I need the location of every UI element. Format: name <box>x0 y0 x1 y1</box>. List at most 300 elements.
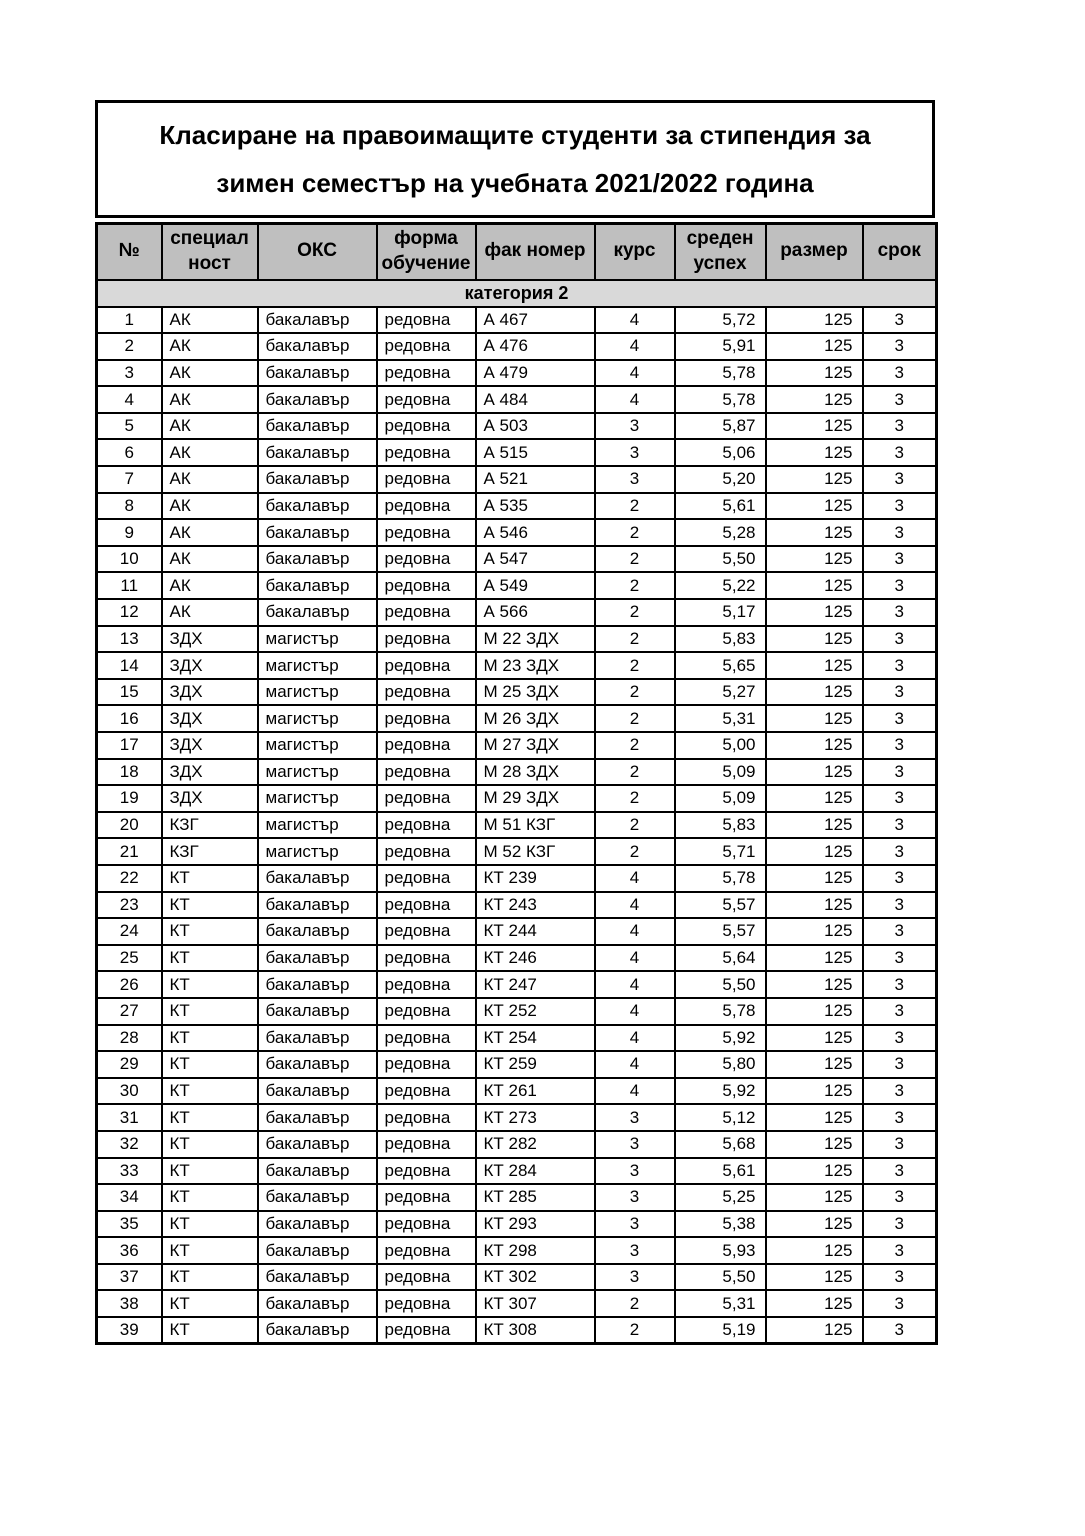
cell-term: 3 <box>863 1184 937 1211</box>
cell-study-form: редовна <box>377 759 476 786</box>
col-header-fac-number: фак номер <box>476 224 595 280</box>
table-row <box>97 838 937 865</box>
cell-gpa: 5,27 <box>675 679 766 706</box>
document-title-box <box>95 100 935 218</box>
cell-study-form: редовна <box>377 1051 476 1078</box>
table-row <box>97 1158 937 1185</box>
cell-study-form: редовна <box>377 1264 476 1291</box>
cell-amount: 125 <box>766 998 863 1025</box>
cell-study-form: редовна <box>377 1078 476 1105</box>
cell-study-form: редовна <box>377 626 476 653</box>
table-row <box>97 705 937 732</box>
table-row <box>97 1290 937 1317</box>
cell-term: 3 <box>863 1158 937 1185</box>
cell-gpa: 5,57 <box>675 918 766 945</box>
cell-number: 35 <box>97 1211 162 1238</box>
cell-specialty: КТ <box>162 1158 258 1185</box>
cell-oks: бакалавър <box>258 1237 377 1264</box>
cell-number: 24 <box>97 918 162 945</box>
cell-gpa: 5,92 <box>675 1078 766 1105</box>
cell-study-form: редовна <box>377 838 476 865</box>
cell-gpa: 5,22 <box>675 572 766 599</box>
table-row <box>97 599 937 626</box>
cell-specialty: АК <box>162 386 258 413</box>
cell-oks: магистър <box>258 626 377 653</box>
cell-course: 3 <box>595 1211 675 1238</box>
cell-specialty: КТ <box>162 918 258 945</box>
cell-study-form: редовна <box>377 892 476 919</box>
cell-number: 23 <box>97 892 162 919</box>
cell-study-form: редовна <box>377 466 476 493</box>
table-row <box>97 519 937 546</box>
cell-fac-number: КТ 247 <box>476 971 595 998</box>
cell-course: 4 <box>595 998 675 1025</box>
cell-term: 3 <box>863 519 937 546</box>
cell-term: 3 <box>863 705 937 732</box>
cell-number: 7 <box>97 466 162 493</box>
cell-study-form: редовна <box>377 865 476 892</box>
table-row <box>97 918 937 945</box>
table-row <box>97 626 937 653</box>
table-row <box>97 759 937 786</box>
cell-number: 2 <box>97 333 162 360</box>
cell-number: 11 <box>97 572 162 599</box>
cell-term: 3 <box>863 360 937 387</box>
cell-gpa: 5,64 <box>675 945 766 972</box>
cell-term: 3 <box>863 785 937 812</box>
cell-specialty: КЗГ <box>162 812 258 839</box>
cell-specialty: АК <box>162 599 258 626</box>
col-header-specialty: специал ност <box>162 224 258 280</box>
cell-specialty: КТ <box>162 1184 258 1211</box>
cell-amount: 125 <box>766 1051 863 1078</box>
cell-amount: 125 <box>766 1078 863 1105</box>
cell-gpa: 5,68 <box>675 1131 766 1158</box>
cell-course: 3 <box>595 1158 675 1185</box>
cell-study-form: редовна <box>377 1317 476 1344</box>
cell-number: 18 <box>97 759 162 786</box>
cell-term: 3 <box>863 413 937 440</box>
cell-gpa: 5,20 <box>675 466 766 493</box>
cell-course: 3 <box>595 1237 675 1264</box>
cell-gpa: 5,61 <box>675 493 766 520</box>
cell-amount: 125 <box>766 705 863 732</box>
table-row <box>97 1237 937 1264</box>
table-body <box>97 307 937 1344</box>
cell-gpa: 5,83 <box>675 626 766 653</box>
cell-specialty: КТ <box>162 1104 258 1131</box>
cell-specialty: ЗДХ <box>162 732 258 759</box>
cell-term: 3 <box>863 626 937 653</box>
cell-number: 38 <box>97 1290 162 1317</box>
cell-fac-number: А 547 <box>476 546 595 573</box>
cell-oks: бакалавър <box>258 1184 377 1211</box>
cell-oks: бакалавър <box>258 386 377 413</box>
cell-study-form: редовна <box>377 1131 476 1158</box>
cell-oks: бакалавър <box>258 1104 377 1131</box>
cell-amount: 125 <box>766 466 863 493</box>
cell-number: 20 <box>97 812 162 839</box>
cell-course: 2 <box>595 785 675 812</box>
cell-course: 4 <box>595 1025 675 1052</box>
cell-gpa: 5,65 <box>675 652 766 679</box>
cell-course: 3 <box>595 1264 675 1291</box>
cell-oks: магистър <box>258 838 377 865</box>
cell-gpa: 5,28 <box>675 519 766 546</box>
cell-amount: 125 <box>766 1131 863 1158</box>
cell-number: 14 <box>97 652 162 679</box>
cell-gpa: 5,50 <box>675 546 766 573</box>
cell-number: 8 <box>97 493 162 520</box>
cell-number: 27 <box>97 998 162 1025</box>
cell-fac-number: КТ 308 <box>476 1317 595 1344</box>
cell-amount: 125 <box>766 572 863 599</box>
cell-fac-number: А 535 <box>476 493 595 520</box>
cell-gpa: 5,78 <box>675 360 766 387</box>
cell-study-form: редовна <box>377 546 476 573</box>
cell-amount: 125 <box>766 626 863 653</box>
table-row <box>97 812 937 839</box>
cell-term: 3 <box>863 838 937 865</box>
cell-fac-number: А 467 <box>476 307 595 334</box>
cell-specialty: АК <box>162 519 258 546</box>
cell-fac-number: КТ 302 <box>476 1264 595 1291</box>
cell-term: 3 <box>863 732 937 759</box>
cell-gpa: 5,83 <box>675 812 766 839</box>
cell-specialty: КТ <box>162 1211 258 1238</box>
cell-term: 3 <box>863 679 937 706</box>
col-header-gpa: среден успех <box>675 224 766 280</box>
cell-fac-number: А 503 <box>476 413 595 440</box>
cell-study-form: редовна <box>377 1158 476 1185</box>
cell-number: 26 <box>97 971 162 998</box>
cell-oks: бакалавър <box>258 918 377 945</box>
cell-number: 9 <box>97 519 162 546</box>
cell-term: 3 <box>863 1290 937 1317</box>
cell-study-form: редовна <box>377 1211 476 1238</box>
cell-term: 3 <box>863 918 937 945</box>
cell-course: 2 <box>595 759 675 786</box>
cell-course: 4 <box>595 971 675 998</box>
cell-study-form: редовна <box>377 1025 476 1052</box>
cell-gpa: 5,92 <box>675 1025 766 1052</box>
cell-study-form: редовна <box>377 386 476 413</box>
cell-course: 2 <box>595 599 675 626</box>
cell-fac-number: КТ 298 <box>476 1237 595 1264</box>
table-row <box>97 1317 937 1344</box>
col-header-term: срок <box>863 224 937 280</box>
cell-term: 3 <box>863 652 937 679</box>
cell-number: 4 <box>97 386 162 413</box>
cell-term: 3 <box>863 1211 937 1238</box>
cell-gpa: 5,87 <box>675 413 766 440</box>
cell-course: 2 <box>595 546 675 573</box>
cell-specialty: КТ <box>162 1051 258 1078</box>
cell-amount: 125 <box>766 493 863 520</box>
table-row <box>97 1211 937 1238</box>
cell-specialty: АК <box>162 413 258 440</box>
cell-specialty: КТ <box>162 1264 258 1291</box>
cell-fac-number: КТ 243 <box>476 892 595 919</box>
cell-term: 3 <box>863 1025 937 1052</box>
cell-oks: магистър <box>258 812 377 839</box>
cell-oks: бакалавър <box>258 1211 377 1238</box>
cell-fac-number: КТ 282 <box>476 1131 595 1158</box>
cell-number: 15 <box>97 679 162 706</box>
cell-specialty: ЗДХ <box>162 652 258 679</box>
cell-oks: бакалавър <box>258 1051 377 1078</box>
cell-fac-number: КТ 284 <box>476 1158 595 1185</box>
cell-term: 3 <box>863 892 937 919</box>
cell-study-form: редовна <box>377 1184 476 1211</box>
cell-gpa: 5,71 <box>675 838 766 865</box>
cell-amount: 125 <box>766 652 863 679</box>
cell-specialty: АК <box>162 439 258 466</box>
cell-fac-number: А 521 <box>476 466 595 493</box>
cell-study-form: редовна <box>377 439 476 466</box>
cell-term: 3 <box>863 572 937 599</box>
table-row <box>97 865 937 892</box>
cell-course: 3 <box>595 466 675 493</box>
cell-course: 2 <box>595 1290 675 1317</box>
cell-course: 2 <box>595 626 675 653</box>
cell-oks: бакалавър <box>258 1158 377 1185</box>
cell-study-form: редовна <box>377 333 476 360</box>
cell-oks: бакалавър <box>258 546 377 573</box>
cell-study-form: редовна <box>377 1237 476 1264</box>
cell-amount: 125 <box>766 1317 863 1344</box>
category-label: категория 2 <box>97 280 937 307</box>
cell-gpa: 5,93 <box>675 1237 766 1264</box>
cell-fac-number: КТ 259 <box>476 1051 595 1078</box>
cell-gpa: 5,31 <box>675 705 766 732</box>
col-header-amount: размер <box>766 224 863 280</box>
cell-term: 3 <box>863 971 937 998</box>
cell-gpa: 5,78 <box>675 865 766 892</box>
table-row <box>97 1131 937 1158</box>
cell-term: 3 <box>863 998 937 1025</box>
cell-fac-number: М 28 ЗДХ <box>476 759 595 786</box>
cell-gpa: 5,61 <box>675 1158 766 1185</box>
cell-amount: 125 <box>766 838 863 865</box>
cell-amount: 125 <box>766 413 863 440</box>
cell-amount: 125 <box>766 307 863 334</box>
cell-amount: 125 <box>766 1290 863 1317</box>
cell-oks: бакалавър <box>258 945 377 972</box>
cell-study-form: редовна <box>377 679 476 706</box>
cell-number: 28 <box>97 1025 162 1052</box>
cell-gpa: 5,72 <box>675 307 766 334</box>
cell-study-form: редовна <box>377 572 476 599</box>
cell-oks: бакалавър <box>258 599 377 626</box>
cell-amount: 125 <box>766 865 863 892</box>
cell-specialty: АК <box>162 493 258 520</box>
cell-oks: бакалавър <box>258 572 377 599</box>
cell-specialty: КТ <box>162 945 258 972</box>
cell-course: 3 <box>595 1184 675 1211</box>
cell-number: 5 <box>97 413 162 440</box>
cell-specialty: КТ <box>162 1317 258 1344</box>
cell-course: 4 <box>595 1051 675 1078</box>
cell-course: 4 <box>595 892 675 919</box>
cell-amount: 125 <box>766 360 863 387</box>
cell-specialty: ЗДХ <box>162 679 258 706</box>
table-row <box>97 1051 937 1078</box>
cell-study-form: редовна <box>377 998 476 1025</box>
cell-oks: бакалавър <box>258 1078 377 1105</box>
cell-course: 2 <box>595 519 675 546</box>
table-row <box>97 892 937 919</box>
cell-oks: бакалавър <box>258 892 377 919</box>
cell-specialty: АК <box>162 333 258 360</box>
cell-specialty: КТ <box>162 1131 258 1158</box>
cell-specialty: КТ <box>162 1078 258 1105</box>
cell-number: 36 <box>97 1237 162 1264</box>
cell-oks: магистър <box>258 732 377 759</box>
cell-number: 39 <box>97 1317 162 1344</box>
document-title-line-1: Класиране на правоимащите студенти за стипендия за <box>159 120 871 150</box>
table-row <box>97 466 937 493</box>
cell-number: 32 <box>97 1131 162 1158</box>
cell-term: 3 <box>863 1078 937 1105</box>
cell-number: 31 <box>97 1104 162 1131</box>
cell-number: 25 <box>97 945 162 972</box>
cell-oks: бакалавър <box>258 1264 377 1291</box>
cell-term: 3 <box>863 945 937 972</box>
table-row <box>97 307 937 334</box>
cell-term: 3 <box>863 386 937 413</box>
cell-course: 2 <box>595 838 675 865</box>
cell-course: 2 <box>595 732 675 759</box>
cell-amount: 125 <box>766 812 863 839</box>
cell-number: 10 <box>97 546 162 573</box>
cell-specialty: КТ <box>162 1290 258 1317</box>
cell-study-form: редовна <box>377 918 476 945</box>
table-row <box>97 413 937 440</box>
cell-fac-number: А 546 <box>476 519 595 546</box>
cell-term: 3 <box>863 439 937 466</box>
col-header-oks: ОКС <box>258 224 377 280</box>
cell-study-form: редовна <box>377 785 476 812</box>
col-header-number: № <box>97 224 162 280</box>
scholarship-ranking-table <box>95 222 938 1345</box>
cell-specialty: КТ <box>162 892 258 919</box>
cell-amount: 125 <box>766 1184 863 1211</box>
cell-course: 2 <box>595 652 675 679</box>
cell-fac-number: М 25 ЗДХ <box>476 679 595 706</box>
cell-fac-number: КТ 252 <box>476 998 595 1025</box>
cell-term: 3 <box>863 1131 937 1158</box>
cell-fac-number: КТ 239 <box>476 865 595 892</box>
cell-amount: 125 <box>766 1264 863 1291</box>
cell-fac-number: М 29 ЗДХ <box>476 785 595 812</box>
table-row <box>97 439 937 466</box>
cell-specialty: АК <box>162 466 258 493</box>
cell-course: 2 <box>595 812 675 839</box>
cell-fac-number: М 23 ЗДХ <box>476 652 595 679</box>
cell-amount: 125 <box>766 679 863 706</box>
cell-term: 3 <box>863 865 937 892</box>
table-row <box>97 572 937 599</box>
cell-number: 12 <box>97 599 162 626</box>
cell-gpa: 5,50 <box>675 971 766 998</box>
cell-gpa: 5,80 <box>675 1051 766 1078</box>
cell-oks: бакалавър <box>258 519 377 546</box>
cell-gpa: 5,31 <box>675 1290 766 1317</box>
category-row <box>97 280 937 307</box>
cell-gpa: 5,09 <box>675 785 766 812</box>
cell-course: 4 <box>595 307 675 334</box>
cell-course: 4 <box>595 386 675 413</box>
table-row <box>97 732 937 759</box>
cell-course: 2 <box>595 1317 675 1344</box>
cell-number: 1 <box>97 307 162 334</box>
cell-course: 2 <box>595 679 675 706</box>
cell-oks: бакалавър <box>258 1290 377 1317</box>
cell-fac-number: А 515 <box>476 439 595 466</box>
cell-fac-number: КТ 293 <box>476 1211 595 1238</box>
cell-gpa: 5,12 <box>675 1104 766 1131</box>
cell-amount: 125 <box>766 785 863 812</box>
cell-fac-number: А 566 <box>476 599 595 626</box>
cell-course: 3 <box>595 413 675 440</box>
cell-oks: бакалавър <box>258 1317 377 1344</box>
table-row <box>97 333 937 360</box>
cell-specialty: КТ <box>162 865 258 892</box>
cell-term: 3 <box>863 466 937 493</box>
cell-number: 21 <box>97 838 162 865</box>
cell-study-form: редовна <box>377 971 476 998</box>
cell-term: 3 <box>863 599 937 626</box>
cell-fac-number: А 476 <box>476 333 595 360</box>
document-title-line-2: зимен семестър на учебната 2021/2022 година <box>216 168 814 198</box>
cell-specialty: КТ <box>162 1237 258 1264</box>
cell-number: 29 <box>97 1051 162 1078</box>
table-row <box>97 945 937 972</box>
cell-gpa: 5,91 <box>675 333 766 360</box>
cell-fac-number: КТ 285 <box>476 1184 595 1211</box>
cell-amount: 125 <box>766 945 863 972</box>
table-row <box>97 679 937 706</box>
table-row <box>97 998 937 1025</box>
cell-amount: 125 <box>766 732 863 759</box>
cell-amount: 125 <box>766 599 863 626</box>
cell-fac-number: КТ 273 <box>476 1104 595 1131</box>
cell-amount: 125 <box>766 1104 863 1131</box>
cell-oks: магистър <box>258 759 377 786</box>
cell-oks: бакалавър <box>258 360 377 387</box>
cell-study-form: редовна <box>377 945 476 972</box>
cell-course: 4 <box>595 360 675 387</box>
cell-course: 2 <box>595 493 675 520</box>
cell-specialty: АК <box>162 546 258 573</box>
table-row <box>97 971 937 998</box>
cell-number: 16 <box>97 705 162 732</box>
cell-oks: бакалавър <box>258 466 377 493</box>
cell-course: 3 <box>595 1104 675 1131</box>
cell-number: 3 <box>97 360 162 387</box>
cell-gpa: 5,17 <box>675 599 766 626</box>
cell-course: 2 <box>595 705 675 732</box>
cell-amount: 125 <box>766 439 863 466</box>
table-row <box>97 1078 937 1105</box>
cell-fac-number: КТ 261 <box>476 1078 595 1105</box>
cell-term: 3 <box>863 1104 937 1131</box>
cell-fac-number: А 484 <box>476 386 595 413</box>
cell-term: 3 <box>863 1317 937 1344</box>
cell-number: 34 <box>97 1184 162 1211</box>
cell-study-form: редовна <box>377 360 476 387</box>
